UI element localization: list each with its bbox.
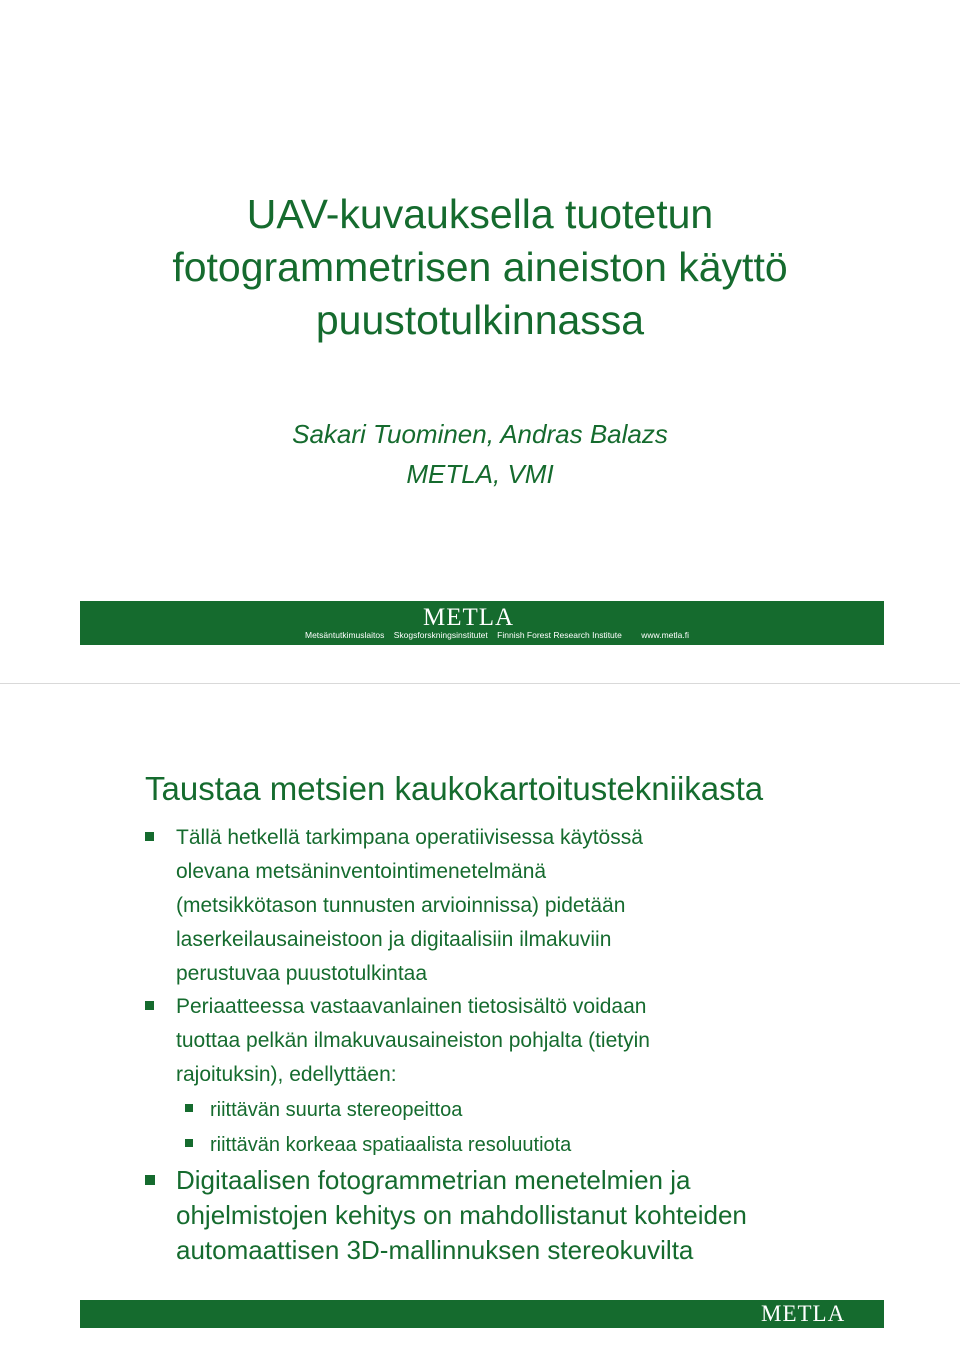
authors-block <box>80 414 880 494</box>
organization: METLA, VMI <box>406 459 554 489</box>
bullet-line: rajoituksin), edellyttäen: <box>176 1063 397 1086</box>
bullet-text <box>176 990 650 1092</box>
institute-fi: Metsäntutkimuslaitos <box>305 630 385 640</box>
banner-institutes <box>305 630 696 640</box>
institute-sv: Skogsforskningsinstitutet <box>393 630 488 640</box>
square-bullet-icon <box>145 832 154 841</box>
metla-banner <box>80 601 884 645</box>
title-line: puustotulkinnassa <box>315 297 645 343</box>
bullet-line: Periaatteessa vastaavanlainen tietosisältö voidaan <box>176 995 647 1018</box>
metla-logo: METLA <box>761 1301 846 1326</box>
slide-2-title: Taustaa metsien kaukokartoitustekniikasta <box>145 770 764 807</box>
bullet-line: laserkeilausaineistoon ja digitaalisiin ilmakuviin <box>176 928 612 951</box>
bullet-line: perustuvaa puustotulkintaa <box>176 962 428 985</box>
bullet-line: olevana metsäninventointimenetelmänä <box>176 860 547 883</box>
bullet-line: tuottaa pelkän ilmakuvausaineiston pohjalta (tietyin <box>176 1029 650 1052</box>
metla-footer-banner <box>80 1300 884 1328</box>
square-bullet-icon <box>145 1175 155 1185</box>
website-link[interactable]: www.metla.fi <box>641 630 689 640</box>
bullet-line: (metsikkötason tunnusten arvioinnissa) pidetään <box>176 894 626 917</box>
bullet-line: ohjelmistojen kehitys on mahdollistanut kohteiden <box>176 1200 747 1230</box>
sub-bullet-text: riittävän korkeaa spatiaalista resoluutiota <box>210 1134 572 1156</box>
institute-en: Finnish Forest Research Institute <box>497 630 622 640</box>
square-bullet-icon <box>145 1001 154 1010</box>
sub-bullet-text: riittävän suurta stereopeittoa <box>210 1099 463 1121</box>
square-bullet-icon <box>185 1104 193 1112</box>
bullet-text <box>176 1163 747 1268</box>
slide-1 <box>0 0 960 660</box>
title-line: fotogrammetrisen aineiston käyttö <box>172 244 788 290</box>
author-names: Sakari Tuominen, Andras Balazs <box>292 419 668 449</box>
slide-title <box>80 188 880 347</box>
metla-logo: METLA <box>423 604 515 631</box>
square-bullet-icon <box>185 1139 193 1147</box>
bullet-line: Digitaalisen fotogrammetrian menetelmien ja <box>176 1165 691 1195</box>
bullet-text <box>176 821 643 991</box>
title-line: UAV-kuvauksella tuotetun <box>246 191 714 237</box>
bullet-line: automaattisen 3D-mallinnuksen stereokuvilta <box>176 1235 694 1265</box>
bullet-line: Tällä hetkellä tarkimpana operatiivisessa käytössä <box>176 826 643 849</box>
